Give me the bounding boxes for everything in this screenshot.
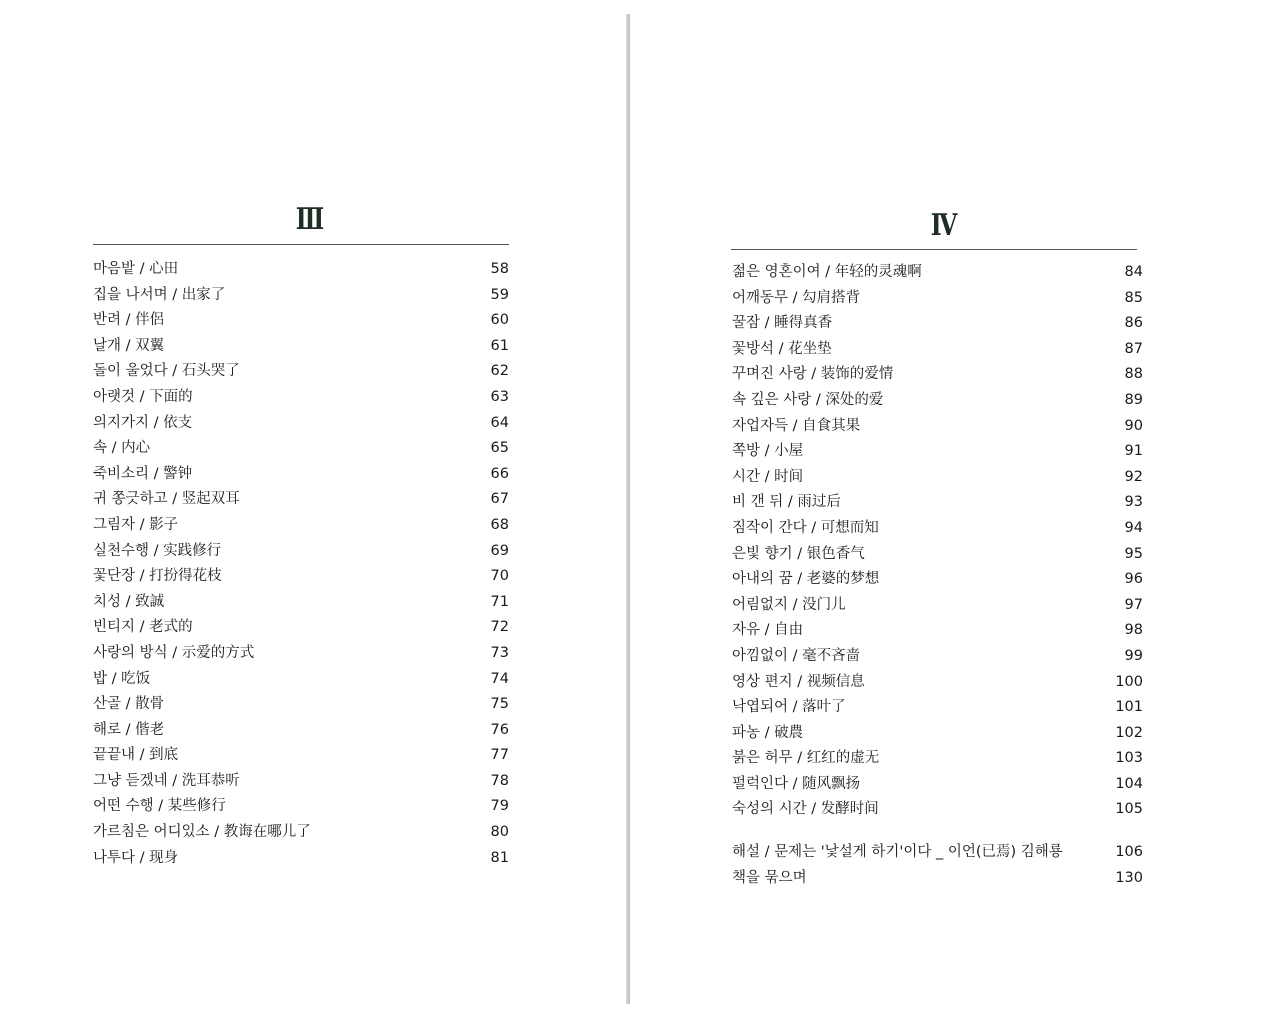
toc-entry	[732, 311, 1143, 337]
toc-entry	[732, 772, 1143, 798]
entry-title: 젊은 영혼이여 / 年轻的灵魂啊	[732, 264, 922, 280]
entry-title: 쪽방 / 小屋	[732, 443, 804, 460]
toc-entry	[732, 695, 1143, 721]
toc-entry	[732, 490, 1143, 516]
toc-entry	[93, 283, 509, 309]
toc-entry	[93, 436, 509, 462]
entry-title: 속 깊은 사랑 / 深处的爱	[732, 391, 884, 408]
entry-title: 빈티지 / 老式的	[93, 619, 193, 636]
toc-entry	[93, 692, 509, 718]
entry-page-number: 84	[1124, 264, 1143, 280]
entry-title: 펄럭인다 / 随风飘扬	[732, 775, 861, 792]
toc-entry	[93, 564, 509, 590]
entry-title: 아내의 꿈 / 老婆的梦想	[732, 571, 880, 588]
toc-entry	[93, 513, 509, 539]
entry-title: 은빛 향기 / 银色香气	[732, 545, 865, 562]
toc-entry	[732, 337, 1143, 363]
entry-page-number: 87	[1124, 340, 1143, 357]
entry-page-number: 91	[1124, 443, 1143, 460]
entry-page-number: 70	[490, 568, 509, 585]
entry-title: 해로 / 偕老	[93, 721, 165, 738]
entry-page-number: 89	[1124, 391, 1143, 408]
entry-title: 꿀잠 / 睡得真香	[732, 315, 833, 332]
entry-page-number: 76	[490, 721, 509, 738]
entry-title: 꽃방석 / 花坐垫	[732, 340, 832, 357]
entry-page-number: 63	[490, 388, 509, 405]
entry-page-number: 85	[1124, 289, 1143, 306]
entry-title: 꾸며진 사랑 / 装饰的爱情	[732, 366, 894, 383]
entry-title: 반려 / 伴侶	[93, 312, 165, 329]
entry-title: 붉은 허무 / 红红的虚无	[732, 750, 880, 767]
entry-page-number: 72	[490, 619, 509, 636]
toc-entry	[732, 465, 1143, 491]
entry-page-number: 104	[1115, 775, 1143, 792]
toc-entry	[732, 593, 1143, 619]
entry-page-number: 81	[490, 849, 509, 866]
entry-page-number: 78	[490, 772, 509, 789]
entry-page-number: 95	[1124, 545, 1143, 562]
toc-entry	[93, 820, 509, 846]
entry-title: 낙엽되어 / 落叶了	[732, 699, 846, 716]
entry-title: 어림없지 / 没门儿	[732, 596, 846, 613]
entry-page-number: 94	[1124, 519, 1143, 536]
entry-page-number: 103	[1115, 750, 1143, 767]
toc-entry	[93, 308, 509, 334]
entry-page-number: 74	[490, 670, 509, 687]
entry-page-number: 102	[1115, 724, 1143, 741]
section-rule	[93, 244, 509, 245]
toc-entry	[732, 746, 1143, 772]
entry-title: 자업자득 / 自食其果	[732, 417, 861, 434]
entry-title: 짐작이 간다 / 可想而知	[732, 519, 879, 536]
toc-entry	[93, 257, 509, 283]
entry-page-number: 64	[490, 414, 509, 431]
entry-title: 산골 / 散骨	[93, 696, 165, 713]
toc-entry	[93, 667, 509, 693]
entry-title: 꽃단장 / 打扮得花枝	[93, 568, 222, 585]
entry-page-number: 86	[1124, 315, 1143, 332]
entry-page-number: 71	[490, 593, 509, 610]
entry-page-number: 101	[1115, 699, 1143, 716]
entry-title: 날개 / 双翼	[93, 337, 165, 354]
entry-title: 사랑의 방식 / 示爱的方式	[93, 644, 255, 661]
entry-page-number: 100	[1115, 673, 1143, 690]
entry-page-number: 93	[1124, 494, 1143, 511]
entry-page-number: 105	[1115, 801, 1143, 818]
toc-entry	[93, 794, 509, 820]
toc-entry	[732, 840, 1143, 866]
entry-title: 속 / 内心	[93, 440, 151, 457]
entry-page-number: 62	[490, 363, 509, 380]
entry-page-number: 106	[1115, 844, 1143, 860]
entry-page-number: 97	[1124, 596, 1143, 613]
toc-entry	[732, 516, 1143, 542]
toc-entry	[93, 462, 509, 488]
entry-title: 어깨동무 / 勾肩搭背	[732, 289, 861, 306]
entry-title: 집을 나서며 / 出家了	[93, 286, 226, 303]
entry-page-number: 99	[1124, 647, 1143, 664]
entry-page-number: 67	[490, 491, 509, 508]
entry-title: 의지가지 / 依支	[93, 414, 193, 431]
entry-page-number: 68	[490, 516, 509, 533]
toc-entry	[732, 362, 1143, 388]
entry-title: 나투다 / 现身	[93, 849, 179, 866]
entry-page-number: 79	[490, 798, 509, 815]
toc-entry	[732, 567, 1143, 593]
entry-page-number: 66	[490, 465, 509, 482]
entry-page-number: 98	[1124, 622, 1143, 639]
toc-entry	[732, 388, 1143, 414]
entry-title: 파농 / 破農	[732, 724, 804, 741]
toc-entry	[732, 670, 1143, 696]
toc-entry	[93, 359, 509, 385]
entry-page-number: 92	[1124, 468, 1143, 485]
toc-entry	[93, 539, 509, 565]
entry-title: 밥 / 吃饭	[93, 670, 151, 687]
entry-page-number: 69	[490, 542, 509, 559]
entry-title: 영상 편지 / 视频信息	[732, 673, 865, 690]
entry-title: 해설 / 문제는 '낯설게 하기'이다 _ 이언(已焉) 김해룡	[732, 844, 1063, 860]
toc-list	[732, 260, 1143, 823]
entry-title: 돌이 울었다 / 石头哭了	[93, 363, 240, 380]
entry-title: 치성 / 致誠	[93, 593, 165, 610]
section-heading: Ⅳ	[930, 208, 958, 243]
entry-title: 그냥 듣겠네 / 洗耳恭听	[93, 772, 240, 789]
appendix-list	[732, 840, 1143, 891]
toc-entry	[93, 743, 509, 769]
entry-page-number: 59	[490, 286, 509, 303]
entry-page-number: 77	[490, 747, 509, 764]
entry-page-number: 80	[490, 824, 509, 841]
entry-page-number: 73	[490, 644, 509, 661]
entry-page-number: 96	[1124, 571, 1143, 588]
entry-title: 숙성의 시간 / 发酵时间	[732, 801, 879, 818]
entry-title: 비 갠 뒤 / 雨过后	[732, 494, 841, 511]
entry-page-number: 58	[490, 261, 509, 277]
entry-title: 귀 쫑긋하고 / 竖起双耳	[93, 491, 240, 508]
toc-entry	[93, 487, 509, 513]
entry-title: 마음밭 / 心田	[93, 261, 179, 277]
entry-page-number: 60	[490, 312, 509, 329]
toc-entry	[93, 769, 509, 795]
entry-title: 아랫것 / 下面的	[93, 388, 193, 405]
entry-page-number: 130	[1115, 869, 1143, 886]
toc-entry	[93, 615, 509, 641]
toc-entry	[93, 846, 509, 872]
toc-entry	[93, 334, 509, 360]
section-rule	[731, 249, 1137, 250]
entry-title: 자유 / 自由	[732, 622, 804, 639]
toc-entry	[93, 590, 509, 616]
entry-page-number: 75	[490, 696, 509, 713]
entry-page-number: 90	[1124, 417, 1143, 434]
entry-page-number: 61	[490, 337, 509, 354]
entry-title: 책을 묶으며	[732, 869, 807, 886]
toc-entry	[732, 644, 1143, 670]
toc-entry	[732, 439, 1143, 465]
section-heading: Ⅲ	[295, 202, 325, 237]
entry-title: 그림자 / 影子	[93, 516, 179, 533]
toc-entry	[732, 721, 1143, 747]
entry-title: 끝끝내 / 到底	[93, 747, 179, 764]
toc-entry	[93, 385, 509, 411]
toc-entry	[732, 866, 1143, 892]
right-page	[630, 0, 1266, 1024]
toc-entry	[93, 718, 509, 744]
left-page	[0, 0, 626, 1024]
toc-entry	[732, 414, 1143, 440]
toc-entry	[732, 542, 1143, 568]
entry-title: 시간 / 时间	[732, 468, 804, 485]
toc-entry	[732, 286, 1143, 312]
entry-page-number: 65	[490, 440, 509, 457]
toc-entry	[732, 618, 1143, 644]
entry-title: 아낌없이 / 毫不吝啬	[732, 647, 861, 664]
entry-title: 실천수행 / 实践修行	[93, 542, 222, 559]
entry-page-number: 88	[1124, 366, 1143, 383]
toc-entry	[93, 641, 509, 667]
entry-title: 가르침은 어디있소 / 教诲在哪儿了	[93, 824, 311, 841]
entry-title: 죽비소리 / 警钟	[93, 465, 193, 482]
toc-entry	[732, 260, 1143, 286]
toc-list	[93, 257, 509, 871]
toc-entry	[732, 797, 1143, 823]
entry-title: 어떤 수행 / 某些修行	[93, 798, 226, 815]
toc-entry	[93, 411, 509, 437]
